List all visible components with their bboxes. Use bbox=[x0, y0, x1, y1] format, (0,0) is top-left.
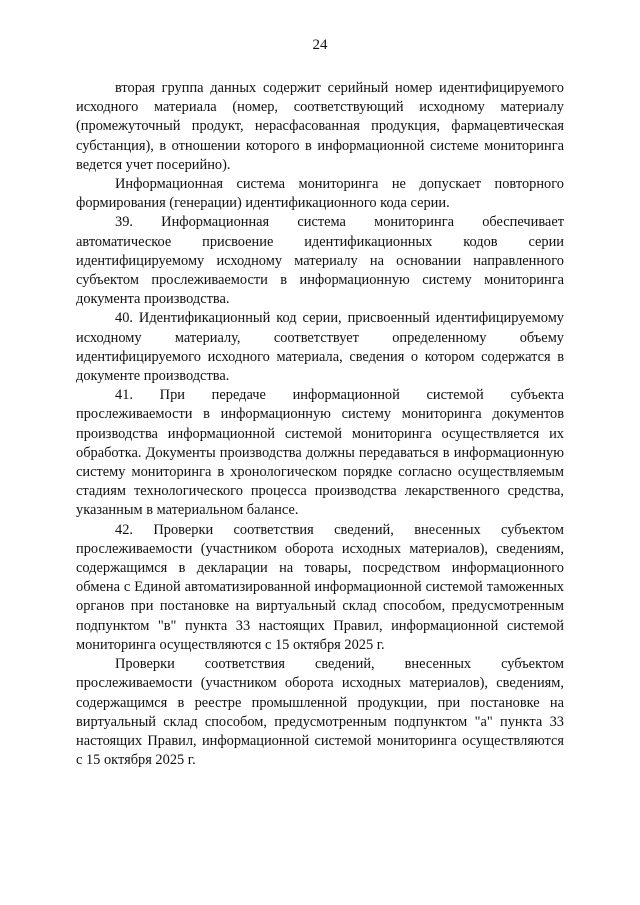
paragraph-item-40: 40. Идентификационный код серии, присвоенный идентифицируемому исходному материалу, соответствует определенному объему идентифицируемого исходного материала, сведения о котором содержатся в документе производства. bbox=[76, 310, 564, 385]
page-number: 24 bbox=[312, 37, 328, 53]
paragraph-serial-number-group: вторая группа данных содержит серийный номер идентифицируемого исходного материала (номер, соответствующий исходному материалу (промежуточный продукт, нерасфасованная продукция, фармацевтическая субстанция), в отношении которого в информационной системе мониторинга ведется учет посерийно). bbox=[76, 80, 564, 173]
paragraph-item-41: 41. При передаче информационной системой субъекта прослеживаемости в информационную систему мониторинга документов производства информационной системой мониторинга осуществляется их обработка. Документы производства должны передаваться в информационную систему мониторинга в хронологическом порядке согласно осуществляемым стадиям технологического процесса производства лекарственного средства, указанным в материальном балансе. bbox=[76, 387, 564, 519]
paragraph-item-42-continued: Проверки соответствия сведений, внесенных субъектом прослеживаемости (участником оборота исходных материалов), сведениям, содержащимся в реестре промышленной продукции, при постановке на виртуальный склад способом, предусмотренным подпунктом "а" пункта 33 настоящих Правил, информационной системой мониторинга осуществляются с 15 октября 2025 г. bbox=[76, 656, 564, 769]
paragraph-item-39: 39. Информационная система мониторинга обеспечивает автоматическое присвоение идентификационных кодов серии идентифицируемому исходному материалу на основании направленного субъектом прослеживаемости в информационную систему мониторинга документа производства. bbox=[76, 214, 564, 308]
paragraph-no-repeat-generation: Информационная система мониторинга не допускает повторного формирования (генерации) идентификационного кода серии. bbox=[76, 176, 564, 212]
paragraph-item-42: 42. Проверки соответствия сведений, внесенных субъектом прослеживаемости (участником оборота исходных материалов), сведениям, содержащимся в декларации на товары, посредством информационного обмена с Единой автоматизированной информационной системой таможенных органов при постановке на виртуальный склад способом, предусмотренным подпунктом "в" пункта 33 настоящих Правил, информационной системой мониторинга осуществляются с 15 октября 2025 г. bbox=[76, 521, 564, 653]
document-body bbox=[76, 79, 564, 770]
